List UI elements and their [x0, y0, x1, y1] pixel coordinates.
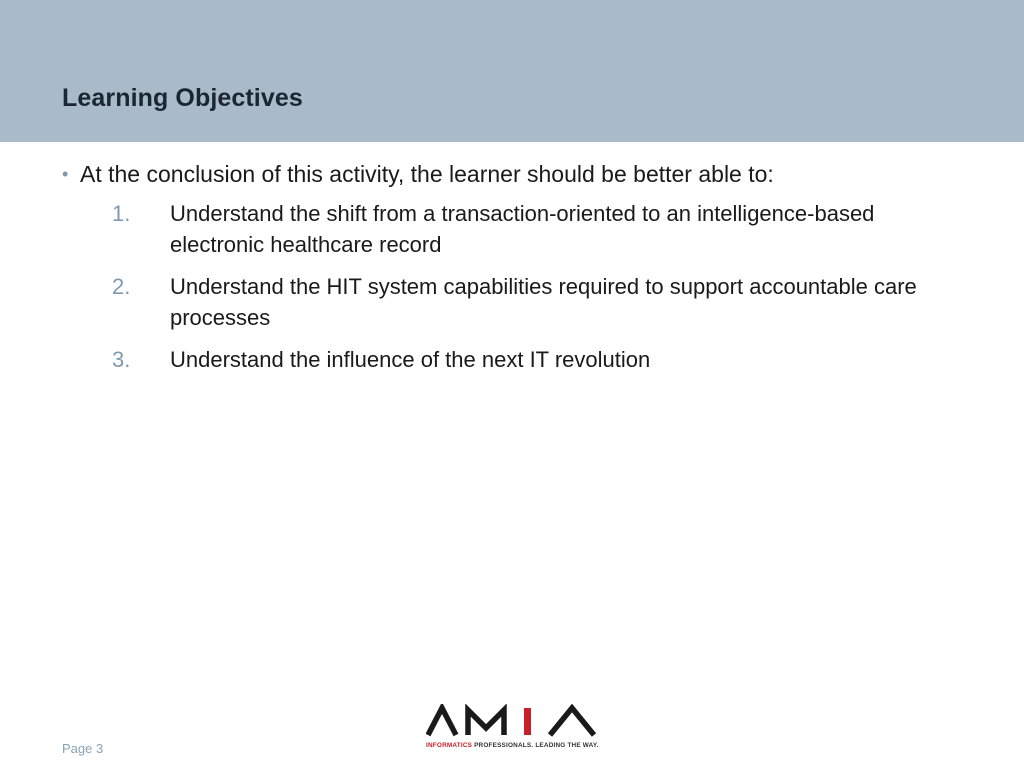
objective-text: Understand the shift from a transaction-oriented to an intelligence-based electronic healthcare record [170, 201, 875, 257]
list-item [62, 344, 962, 375]
intro-text: At the conclusion of this activity, the learner should be better able to: [80, 161, 774, 187]
list-item [62, 271, 962, 333]
slide-content [62, 158, 962, 386]
slide-title: Learning Objectives [62, 84, 303, 112]
objective-number: 1. [112, 201, 131, 226]
page-number: Page 3 [62, 741, 104, 756]
tagline-accent: INFORMATICS [426, 742, 473, 749]
bullet-dot-icon: • [62, 164, 69, 184]
tagline-rest: PROFESSIONALS. LEADING THE WAY. [472, 742, 599, 749]
objective-number: 2. [112, 274, 131, 299]
objective-number: 3. [112, 347, 131, 372]
header-band [0, 0, 1024, 142]
logo-tagline [426, 742, 602, 749]
intro-bullet [62, 158, 962, 190]
objective-text: Understand the HIT system capabilities required to support accountable care processes [170, 274, 917, 330]
objective-text: Understand the influence of the next IT revolution [170, 347, 651, 372]
amia-wordmark-icon [426, 704, 602, 738]
objectives-list [62, 198, 962, 375]
list-item [62, 198, 962, 260]
amia-logo [426, 704, 602, 750]
